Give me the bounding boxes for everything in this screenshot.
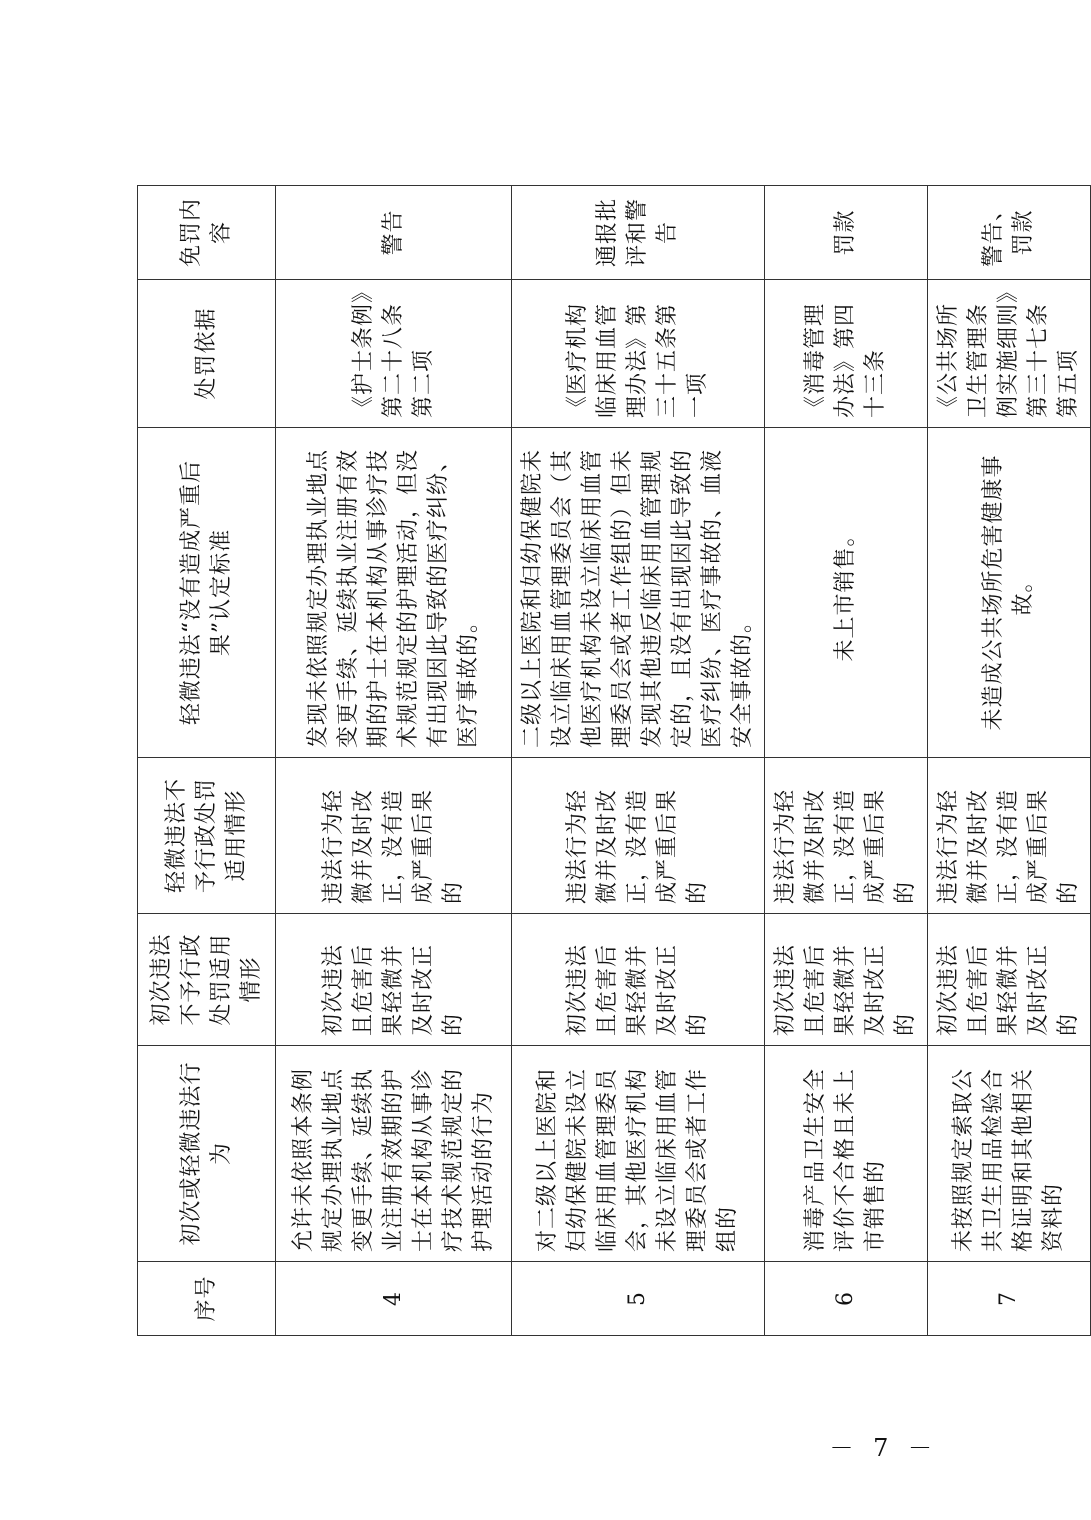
header-exemption: 免罚内容	[138, 186, 276, 280]
row-basis: 《医疗机构临床用血管理办法》第三十五条第一项	[512, 280, 765, 428]
row-minor-case: 违法行为轻微并及时改正，没有造成严重后果的	[928, 758, 1091, 914]
row-standard: 二级以上医院和妇幼保健院未设立临床用血管理委员会（其他医疗机构未设立临床用血管理委员会或者工作组的）但未发现其他违反临床用血管理规定的，且没有出现因此导致的医疗纠纷、医疗事故的、血液安全事故的。	[512, 428, 765, 758]
rotated-table-wrapper	[137, 186, 1081, 1336]
row-exemption: 通报批评和警告	[512, 186, 765, 280]
row-first-case: 初次违法且危害后果轻微并及时改正的	[276, 914, 512, 1046]
row-exemption: 警告	[276, 186, 512, 280]
row-no: 4	[276, 1262, 512, 1336]
row-behavior: 对二级以上医院和妇幼保健院未设立临床用血管理委员会，其他医疗机构未设立临床用血管理委员会或者工作组的	[512, 1046, 765, 1262]
header-minor-case: 轻微违法不予行政处罚适用情形	[138, 758, 276, 914]
row-behavior: 消毒产品卫生安全评价不合格且未上市销售的	[765, 1046, 928, 1262]
page-number: － 7 －	[829, 1434, 938, 1462]
header-behavior: 初次或轻微违法行为	[138, 1046, 276, 1262]
row-minor-case: 违法行为轻微并及时改正，没有造成严重后果的	[276, 758, 512, 914]
header-basis: 处罚依据	[138, 280, 276, 428]
row-minor-case: 违法行为轻微并及时改正，没有造成严重后果的	[512, 758, 765, 914]
table-row	[276, 186, 512, 1336]
row-behavior: 允许未依照本条例规定办理执业地点变更手续、延续执业注册有效期的护士在本机构从事诊疗技术规范规定的护理活动的行为	[276, 1046, 512, 1262]
row-no: 5	[512, 1262, 765, 1336]
table-row	[765, 186, 928, 1336]
row-basis: 《公共场所卫生管理条例实施细则》第三十七条第五项	[928, 280, 1091, 428]
row-first-case: 初次违法且危害后果轻微并及时改正的	[512, 914, 765, 1046]
row-minor-case: 违法行为轻微并及时改正，没有造成严重后果的	[765, 758, 928, 914]
header-first-case: 初次违法不予行政处罚适用情形	[138, 914, 276, 1046]
row-no: 7	[928, 1262, 1091, 1336]
row-basis: 《护士条例》第二十八条第二项	[276, 280, 512, 428]
row-first-case: 初次违法且危害后果轻微并及时改正的	[928, 914, 1091, 1046]
table-row	[928, 186, 1091, 1336]
row-exemption: 罚款	[765, 186, 928, 280]
penalty-exemption-table	[137, 185, 1091, 1336]
row-exemption: 警告、罚款	[928, 186, 1091, 280]
row-behavior: 未按照规定索取公共卫生用品检验合格证明和其他相关资料的	[928, 1046, 1091, 1262]
header-no: 序号	[138, 1262, 276, 1336]
row-basis: 《消毒管理办法》第四十三条	[765, 280, 928, 428]
row-standard: 未上市销售。	[765, 428, 928, 758]
header-standard: 轻微违法“没有造成严重后果”认定标准	[138, 428, 276, 758]
header-row	[138, 186, 276, 1336]
row-no: 6	[765, 1262, 928, 1336]
table-row	[512, 186, 765, 1336]
row-standard: 未造成公共场所危害健康事故。	[928, 428, 1091, 758]
row-standard: 发现未依照规定办理执业地点变更手续、延续执业注册有效期的护士在本机构从事诊疗技术规范规定的护理活动，但没有出现因此导致的医疗纠纷、医疗事故的。	[276, 428, 512, 758]
row-first-case: 初次违法且危害后果轻微并及时改正的	[765, 914, 928, 1046]
